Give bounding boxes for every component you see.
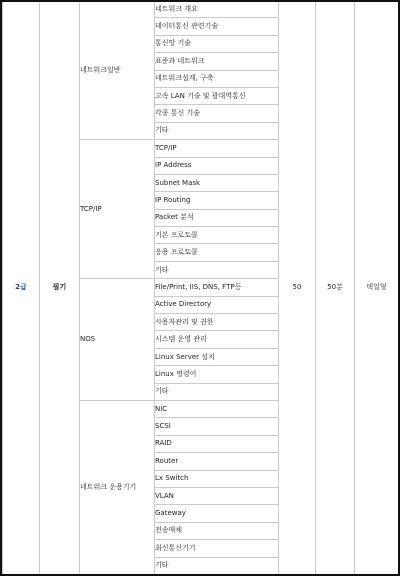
category-cell: 네트워크일반: [80, 1, 155, 140]
topic-item-cell: Lx Switch: [155, 470, 279, 487]
topic-item-cell: File/Print, IIS, DNS, FTP등: [155, 279, 279, 296]
topic-item-cell: IP Routing: [155, 192, 279, 209]
topic-item-cell: 시스템 운영 관리: [155, 331, 279, 348]
topic-item-cell: Packet 분석: [155, 209, 279, 226]
topic-item-cell: 전송매체: [155, 522, 279, 539]
question-type-cell: 택일형: [355, 1, 399, 575]
topic-item-cell: 네트워크 개요: [155, 1, 279, 18]
topic-item-cell: Active Directory: [155, 296, 279, 313]
category-cell: NOS: [80, 279, 155, 401]
topic-item-cell: 네트워크설계, 구축: [155, 70, 279, 87]
topic-item-cell: 기타: [155, 261, 279, 278]
topic-item-cell: Linux Server 설치: [155, 348, 279, 365]
topic-item-cell: Gateway: [155, 505, 279, 522]
grade-cell: 2급: [3, 1, 40, 575]
topic-item-cell: 고속 LAN 기술 및 광대역통신: [155, 87, 279, 104]
topic-item-cell: Linux 명령어: [155, 366, 279, 383]
topic-item-cell: Router: [155, 453, 279, 470]
exam-time-cell: 50분: [316, 1, 355, 575]
topic-item-cell: 표준과 네트워크: [155, 53, 279, 70]
question-count-cell: 50: [279, 1, 316, 575]
topic-item-cell: Subnet Mask: [155, 174, 279, 191]
topic-item-cell: SCSI: [155, 418, 279, 435]
topic-item-cell: IP Address: [155, 157, 279, 174]
category-cell: 네트워크 운용기기: [80, 400, 155, 574]
topic-item-cell: 기타: [155, 122, 279, 139]
table-row: [3, 1, 399, 18]
topic-item-cell: 사용자관리 및 권한: [155, 314, 279, 331]
topic-item-cell: 데이터통신 관련기술: [155, 18, 279, 35]
topic-item-cell: 각종 통신 기술: [155, 105, 279, 122]
topic-item-cell: 최신통신기기: [155, 540, 279, 557]
exam-subject-cell: 필기: [40, 1, 80, 575]
topic-item-cell: 통신망 기술: [155, 35, 279, 52]
topic-item-cell: VLAN: [155, 487, 279, 504]
category-cell: TCP/IP: [80, 140, 155, 279]
topic-item-cell: TCP/IP: [155, 140, 279, 157]
topic-item-cell: 기타: [155, 557, 279, 574]
topic-item-cell: 기타: [155, 383, 279, 400]
topic-item-cell: 응용 프로토콜: [155, 244, 279, 261]
exam-subjects-table: [2, 0, 399, 575]
topic-item-cell: 기본 프로토콜: [155, 227, 279, 244]
topic-item-cell: RAID: [155, 435, 279, 452]
topic-item-cell: NIC: [155, 400, 279, 417]
